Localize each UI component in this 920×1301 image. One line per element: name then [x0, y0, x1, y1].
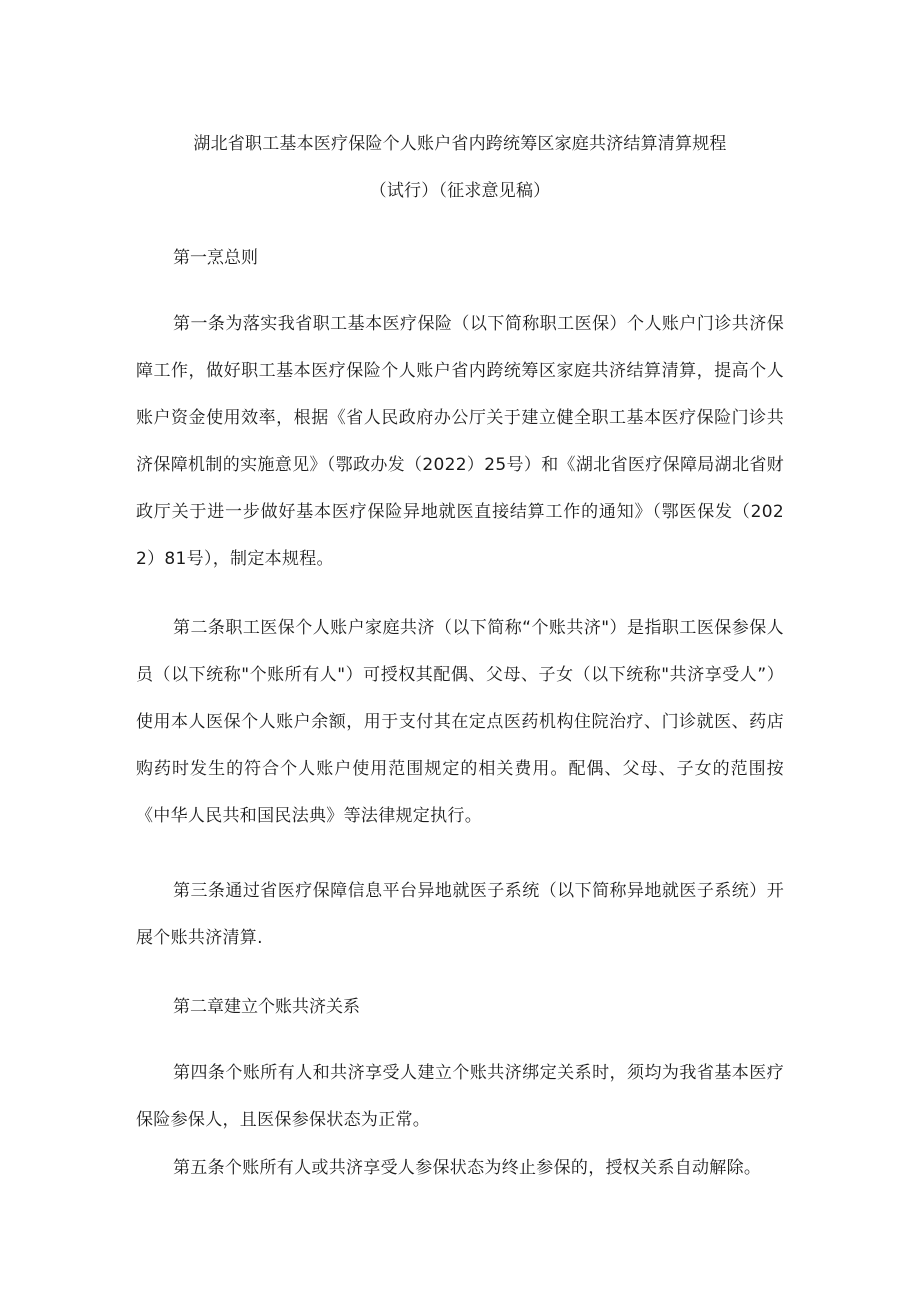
article-4-paragraph: 第四条个账所有人和共济享受人建立个账共济绑定关系时，须均为我省基本医疗保险参保人，且医保参保状态为正常。 [136, 1063, 784, 1130]
article-5-paragraph: 第五条个账所有人或共济享受人参保状态为终止参保的，授权关系自动解除。 [173, 1158, 762, 1178]
article-3-paragraph: 第三条通过省医疗保障信息平台异地就医子系统（以下简称异地就医子系统）开展个账共济清算. [136, 881, 784, 948]
article-1-paragraph: 第一条为落实我省职工基本医疗保险（以下简称职工医保）个人账户门诊共济保障工作，做好职工基本医疗保险个人账户省内跨统筹区家庭共济结算清算，提高个人账户资金使用效率，根据《省人民政府办公厅关于建立健全职工基本医疗保险门诊共济保障机制的实施意见》（鄂政办发（2022）25号）和《湖北省医疗保障局湖北省财政厅关于进一步做好基本医疗保险异地就医直接结算工作的通知》（鄂医保发（2022）81号），制定本规程。 [136, 314, 784, 569]
chapter-2-heading: 第二章建立个账共济关系 [173, 997, 360, 1017]
chapter-1-heading: 第一烹总则 [173, 248, 258, 268]
document-subtitle: （试行）（征求意见稿） [369, 181, 551, 201]
article-2-paragraph: 第二条职工医保个人账户家庭共济（以下简称“个账共济"）是指职工医保参保人员（以下统称"个账所有人"）可授权其配偶、父母、子女（以下统称"共济享受人”）使用本人医保个人账户余额，用于支付其在定点医药机构住院治疗、门诊就医、药店购药时发生的符合个人账户使用范围规定的相关费用。配偶、父母、子女的范围按《中华人民共和国民法典》等法律规定执行。 [136, 618, 784, 826]
document-title: 湖北省职工基本医疗保险个人账户省内跨统筹区家庭共济结算清算规程 [193, 134, 727, 154]
